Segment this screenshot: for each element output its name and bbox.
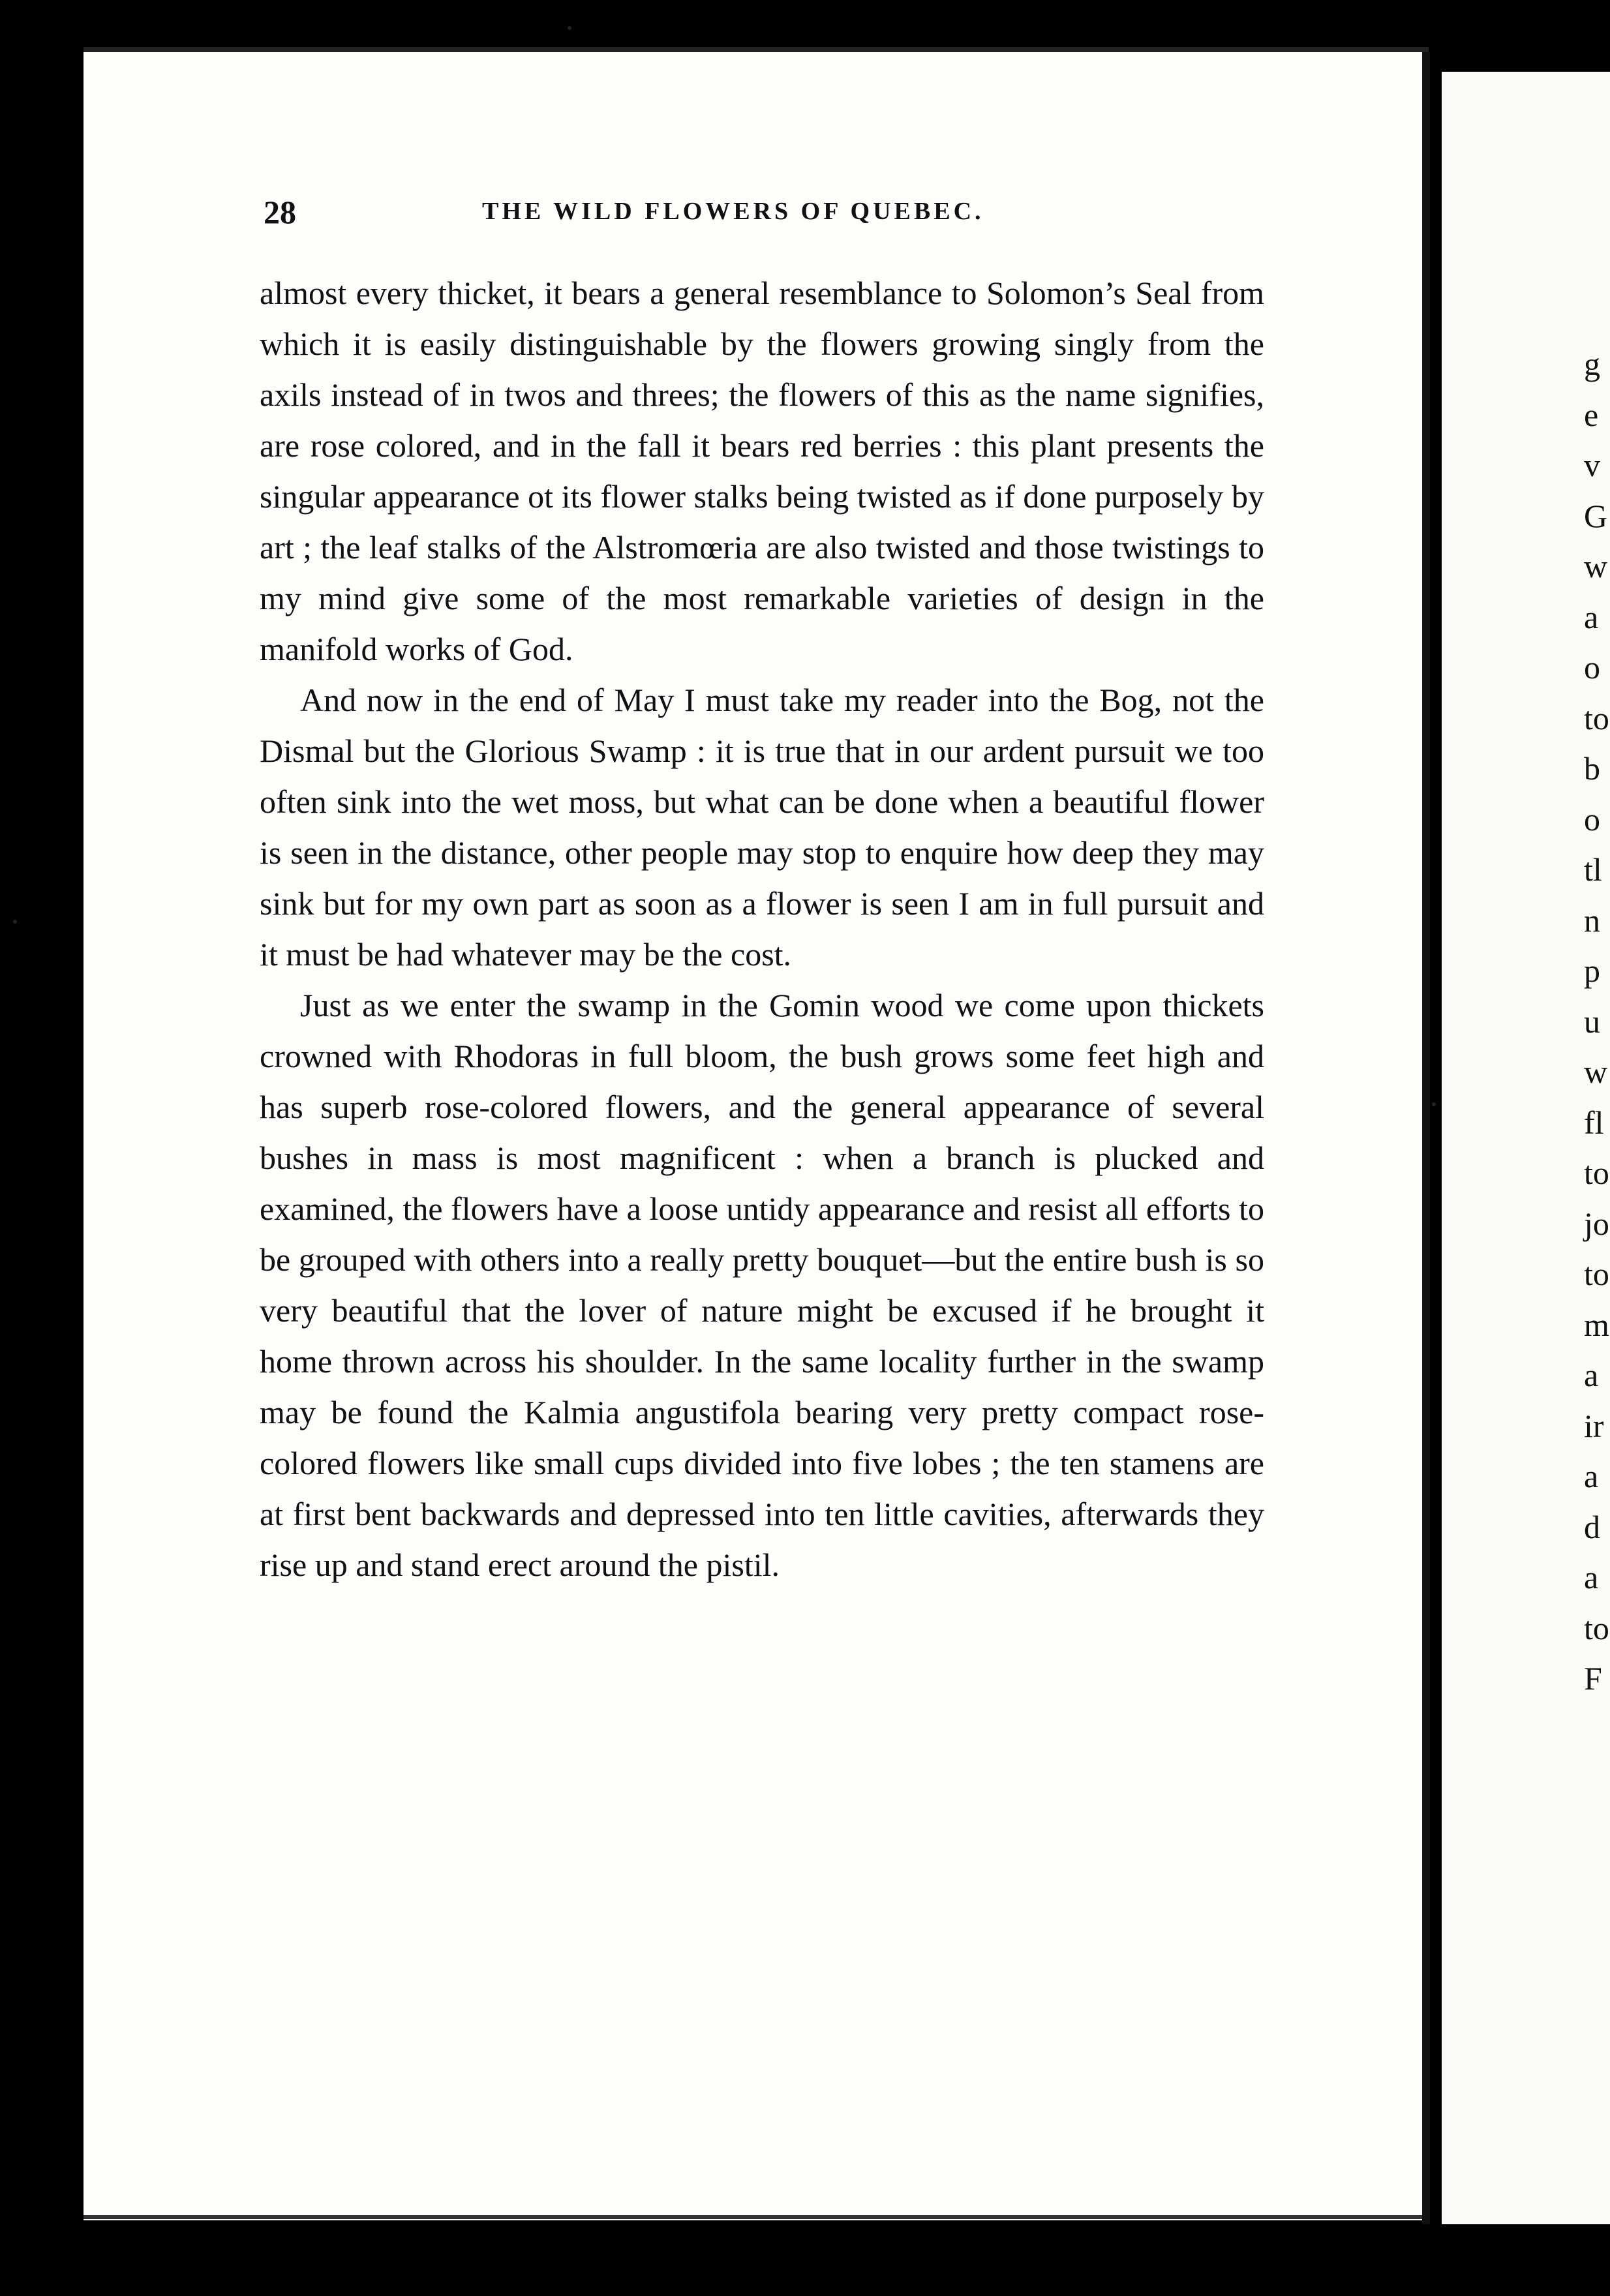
fragment-line: b bbox=[1584, 750, 1600, 787]
scan-speck bbox=[1432, 1102, 1436, 1106]
fragment-line: ir bbox=[1584, 1407, 1604, 1444]
fragment-line: a bbox=[1584, 1559, 1599, 1595]
fragment-line: tl bbox=[1584, 851, 1602, 888]
fragment-line: to bbox=[1584, 1256, 1609, 1292]
fragment-line: o bbox=[1584, 800, 1600, 838]
page-number: 28 bbox=[264, 194, 296, 230]
fragment-line: p bbox=[1584, 952, 1600, 989]
paragraph: And now in the end of May I must take my reader into the Bog, not the Dismal but the Glorious Swamp : it is true that in our ardent pursuit we too often sink into the wet moss, but what can be done when a beautiful flower is seen in the distance, other people may stop to enquire how deep they may sink but for my own part as soon as a flower is seen I am in full pursuit and it must be had whatever may be the cost. bbox=[260, 682, 1264, 973]
body-text bbox=[260, 267, 1264, 1590]
book-gutter bbox=[1422, 52, 1430, 2224]
fragment-line: m bbox=[1584, 1306, 1609, 1343]
fragment-line: n bbox=[1584, 901, 1600, 939]
fragment-line: a bbox=[1584, 1458, 1599, 1494]
fragment-line: fl bbox=[1584, 1104, 1604, 1141]
fragment-line: F bbox=[1584, 1660, 1602, 1697]
scan-speck bbox=[568, 26, 571, 30]
page-bottom-edge bbox=[84, 2215, 1429, 2219]
fragment-line: to bbox=[1584, 1155, 1609, 1191]
fragment-line: o bbox=[1584, 649, 1600, 686]
paragraph: almost every thicket, it bears a general resemblance to Solomon’s Seal from which it is easily distinguishable by the flowers growing singly from the axils instead of in twos and threes; the flowers of this as the name signifies, are rose colored, and in the fall it bears red berries : this plant presents the singular appearance ot its flower stalks being twisted as if done purposely by art ; the leaf stalks of the Alstromœria are also twisted and those twistings to my mind give some of the most remarkable varieties of design in the manifold works of God. bbox=[260, 275, 1264, 667]
fragment-line: w bbox=[1584, 548, 1608, 584]
page-top-edge bbox=[84, 47, 1429, 52]
paragraph: Just as we enter the swamp in the Gomin wood we come upon thickets crowned with Rhodoras in full bloom, the bush grows some feet high and has superb rose-colored flowers, and the general appearance of several bushes in mass is most magnificent : when a branch is plucked and examined, the flowers have a loose untidy appearance and resist all efforts to be grouped with others into a really pretty bouquet—but the entire bush is so very beautiful that the lover of nature might be excused if he brought it home thrown across his shoulder. In the same locality further in the swamp may be found the Kalmia angustifola bearing very pretty compact rose-colored flowers like small cups divided into five lobes ; the ten stamens are at first bent backwards and depressed into ten little cavities, afterwards they rise up and stand erect around the pistil. bbox=[260, 987, 1264, 1583]
fragment-line: a bbox=[1584, 1357, 1599, 1393]
fragment-line: a bbox=[1584, 598, 1599, 635]
fragment-line: g bbox=[1584, 346, 1600, 382]
fragment-line: d bbox=[1584, 1508, 1600, 1545]
fragment-line: jo bbox=[1584, 1205, 1609, 1242]
running-title: THE WILD FLOWERS OF QUEBEC. bbox=[482, 198, 984, 225]
fragment-line: to bbox=[1584, 699, 1609, 736]
fragment-line: e bbox=[1584, 396, 1599, 433]
fragment-line: G bbox=[1584, 497, 1608, 534]
fragment-line: w bbox=[1584, 1053, 1608, 1090]
fragment-line: u bbox=[1584, 1003, 1600, 1040]
page-header bbox=[264, 193, 1268, 239]
fragment-line: v bbox=[1584, 447, 1600, 483]
scan-speck bbox=[13, 920, 17, 924]
facing-page-text-fragments bbox=[1584, 339, 1609, 1704]
fragment-line: to bbox=[1584, 1609, 1609, 1646]
